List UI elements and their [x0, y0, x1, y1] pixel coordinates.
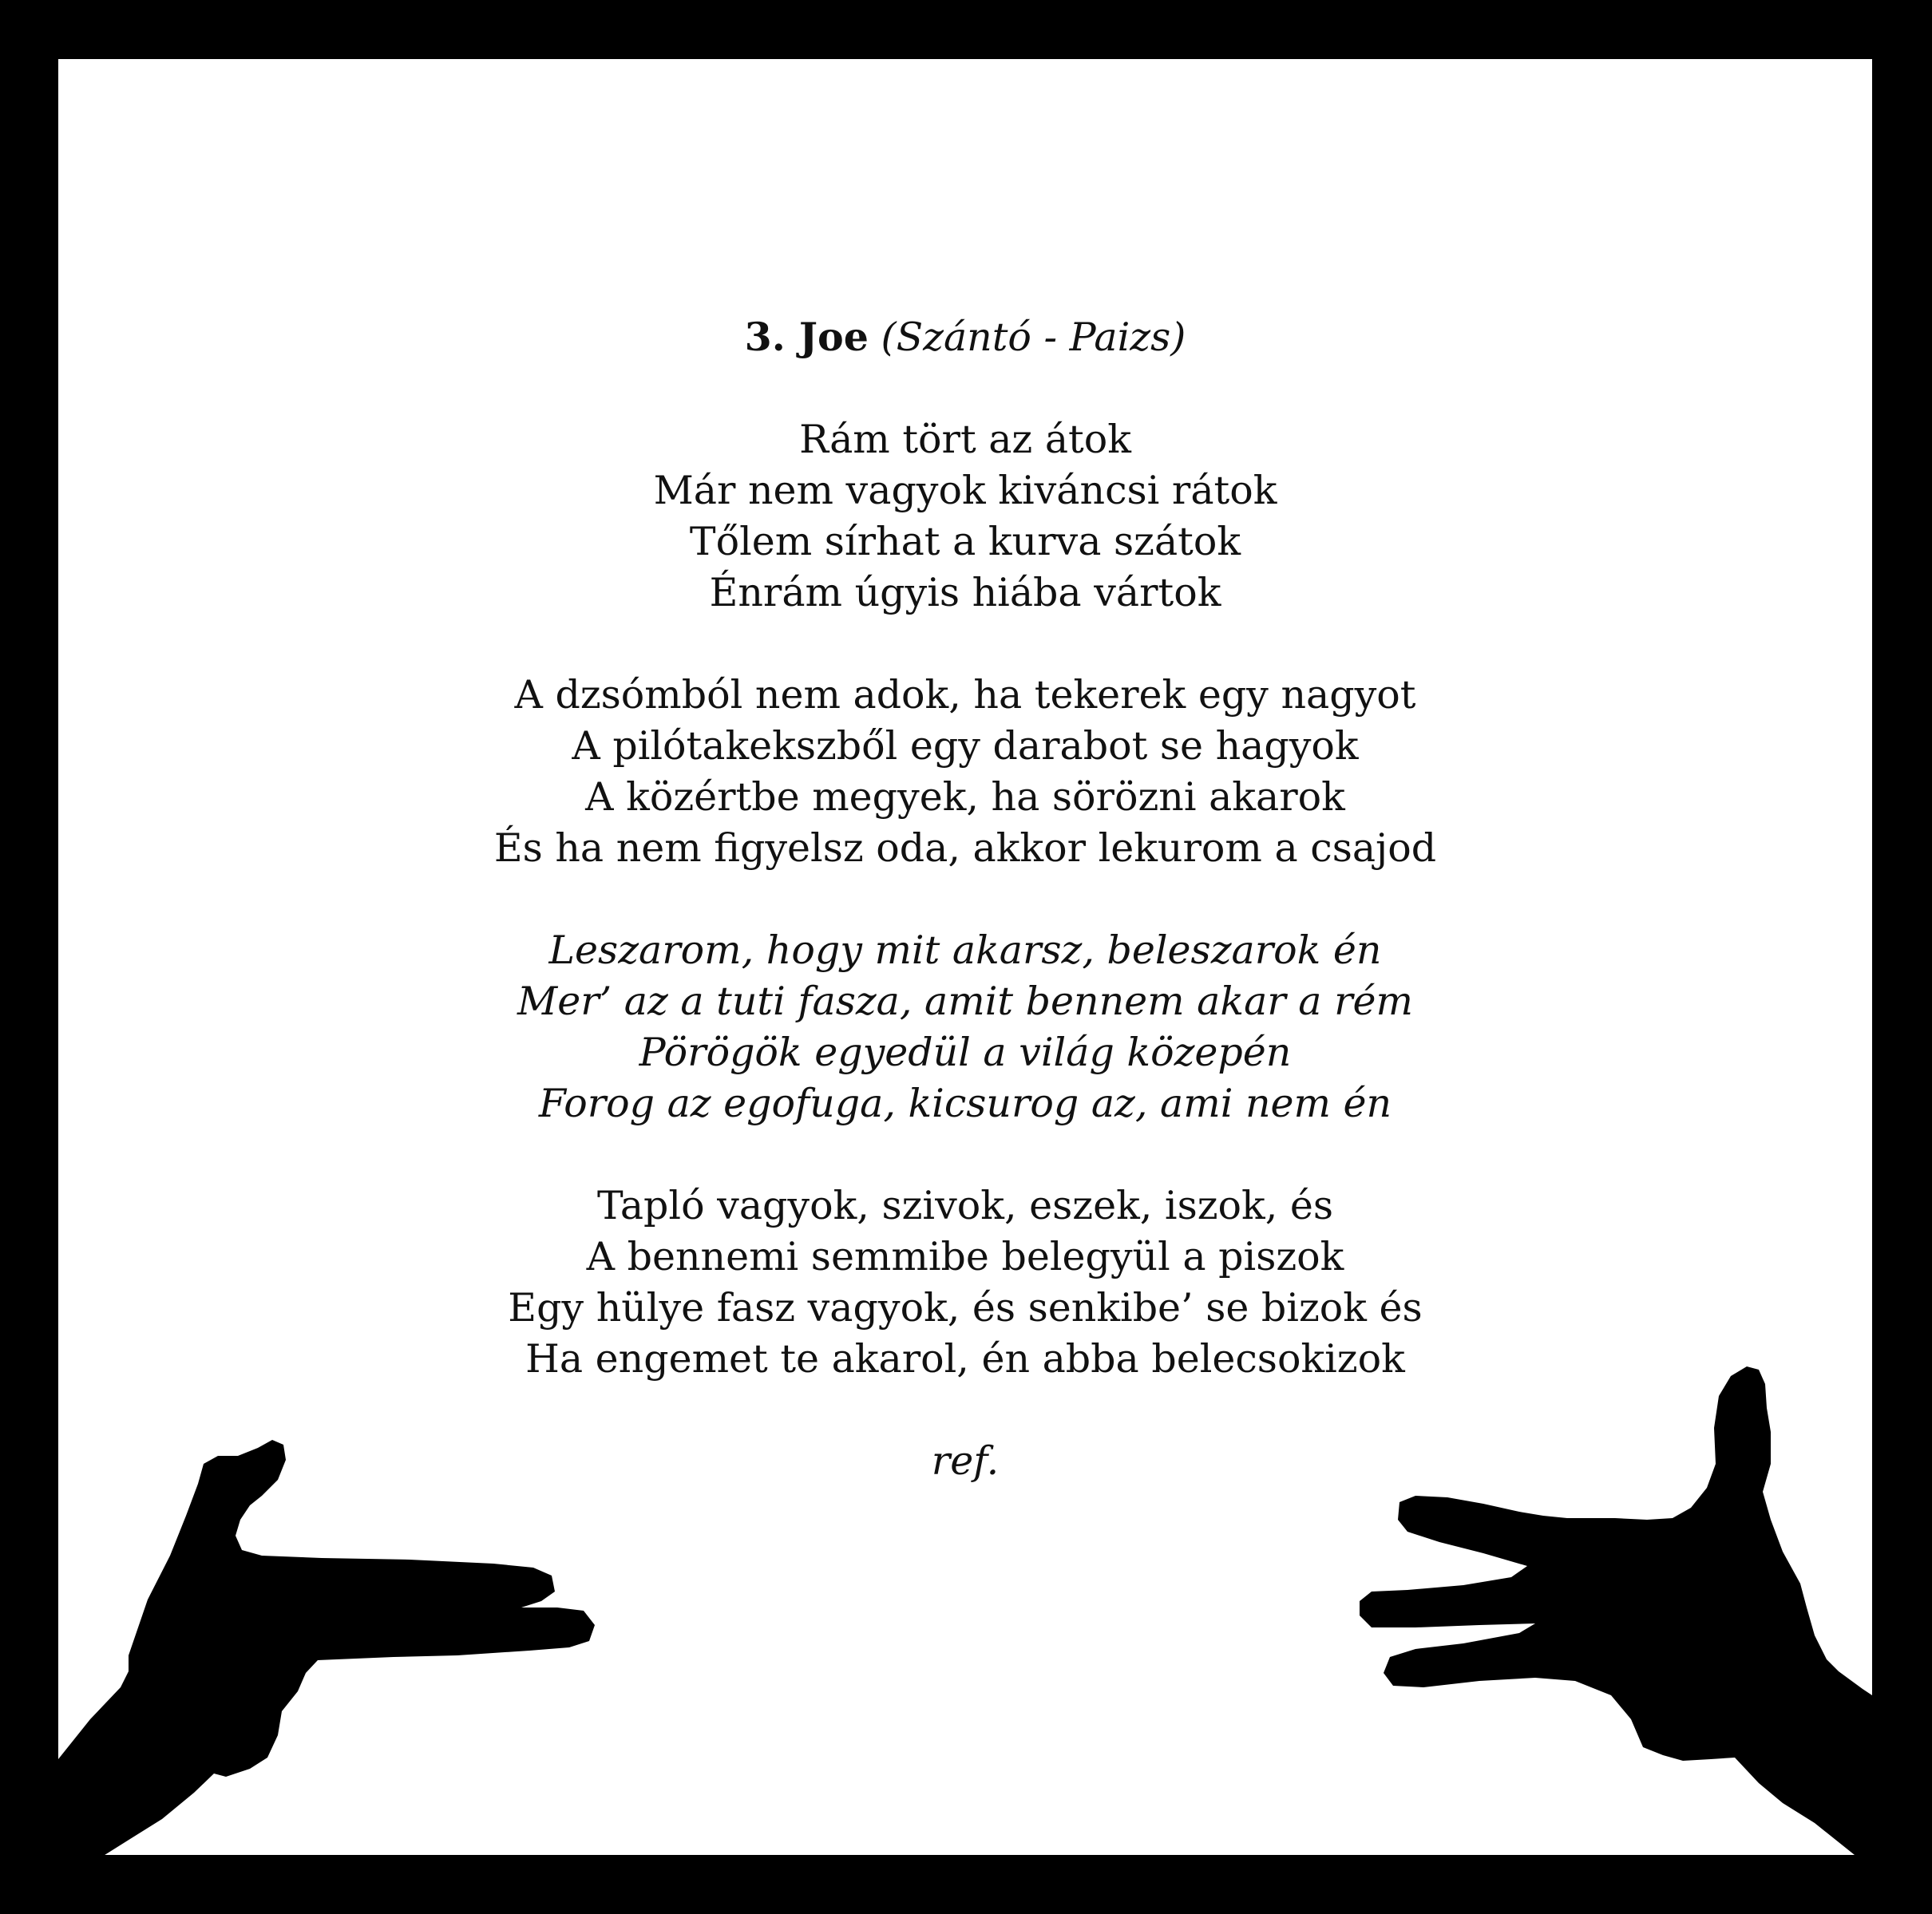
verse-line: Ha engemet te akarol, én abba belecsokizok: [525, 1336, 1405, 1382]
chorus: [58, 925, 1872, 1129]
chorus-line: Mer’ az a tuti fasza, amit bennem akar a rém: [517, 979, 1413, 1024]
song-title: [58, 311, 1872, 363]
verse-line: És ha nem figyelsz oda, akkor lekurom a csajod: [493, 825, 1437, 871]
verse-line: Egy hülye fasz vagyok, és senkibe’ se bizok és: [508, 1285, 1423, 1331]
verse-line: A közértbe megyek, ha sörözni akarok: [585, 774, 1345, 820]
verse-line: Már nem vagyok kiváncsi rátok: [653, 468, 1277, 513]
verse-line: A dzsómból nem adok, ha tekerek egy nagyot: [514, 672, 1416, 718]
verse-line: Énrám úgyis hiába vártok: [709, 570, 1221, 615]
chorus-line: Pörögök egyedül a világ közepén: [639, 1030, 1292, 1075]
verse-line: A pilótakekszből egy darabot se hagyok: [572, 723, 1359, 769]
song-credit: (Szántó - Paizs): [881, 314, 1186, 360]
chorus-line: Leszarom, hogy mit akarsz, beleszarok én: [548, 927, 1382, 973]
open-hand-silhouette-icon: [1304, 1352, 1872, 1855]
finger-gun-hand-silhouette-icon: [58, 1416, 617, 1855]
lyrics-sheet: [58, 59, 1872, 1855]
verse-2: [58, 670, 1872, 874]
verse-line: Rám tört az átok: [799, 417, 1131, 462]
verse-1: [58, 414, 1872, 619]
song-title-number: 3. Joe: [744, 314, 869, 360]
lyrics-block: [58, 311, 1872, 1487]
chorus-line: Forog az egofuga, kicsurog az, ami nem én: [538, 1081, 1392, 1126]
refrain-marker: ref.: [931, 1438, 1000, 1484]
verse-line: Tapló vagyok, szivok, eszek, iszok, és: [596, 1183, 1334, 1228]
verse-line: A bennemi semmibe belegyül a piszok: [586, 1234, 1344, 1279]
verse-line: Tőlem sírhat a kurva szátok: [689, 519, 1241, 564]
